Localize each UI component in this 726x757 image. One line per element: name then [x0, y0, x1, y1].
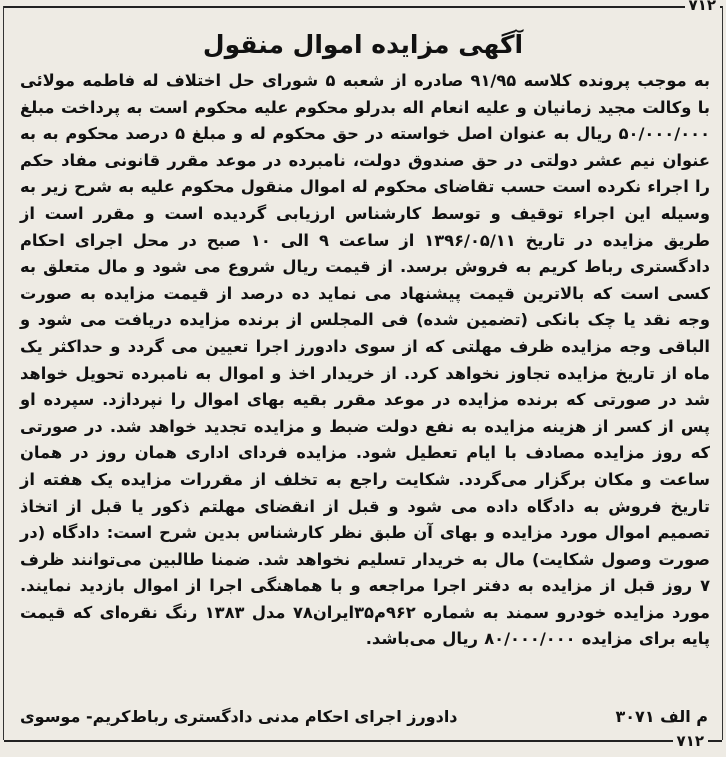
footer-signature: دادورز اجرای احکام مدنی دادگستری رباط‌کریم- موسوی: [20, 707, 458, 726]
notice-title: آگهی مزایده اموال منقول: [202, 30, 524, 59]
footer-reference-number: م الف ۳۰۷۱: [615, 707, 708, 726]
notice-body: به موجب پرونده کلاسه ۹۱/۹۵ صادره از شعبه ۵ شورای حل اختلاف له فاطمه مولائی با وکالت مجید زمانیان و علیه انعام اله بدرلو محکوم علیه محکوم است به پرداخت مبلغ ۵۰/۰۰۰/۰۰۰ ریال به عنوان اصل خواسته در حق محکوم له و مبلغ ۵ درصد محکوم به به عنوان نیم عشر دولتی در حق صندوق دولت، نامبرده در موعد مقرر قانونی مفاد حکم را اجراء نکرده است حسب تقاضای محکوم له اموال منقول محکوم علیه به شرح زیر به وسیله این اجراء توقیف و توسط کارشناس ارزیابی گردیده است و مقرر است از طریق مزایده در تاریخ ۱۳۹۶/۰۵/۱۱ از ساعت ۹ الی ۱۰ صبح در محل اجرای احکام دادگستری رباط کریم به فروش برسد. از قیمت ریال شروع می شود و مال متعلق به کسی است که بالاترین قیمت پیشنهاد می نماید ده درصد از قیمت مزایده به صورت وجه نقد یا چک بانکی (تضمین شده) فی المجلس از برنده مزایده دریافت می شود و الباقی وجه مزایده ظرف مهلتی که از سوی دادورز اجرا تعیین می گردد و حداکثر یک ماه از تاریخ مزایده تجاوز نخواهد کرد. از خریدار اخذ و اموال به نامبرده تحویل خواهد شد در صورتی که برنده مزایده در موعد مقرر بقیه بهای اموال را نپردازد. سپرده او پس از کسر از هزینه مزایده به نفع دولت ضبط و مزایده تجدید خواهد شد. در صورتی که روز مزایده مصادف با ایام تعطیل شود. مزایده فردای اداری همان روز در همان ساعت و مکان برگزار می‌گردد. شکایت راجع به تخلف از مقررات مزایده یک هفته از تاریخ فروش به دادگاه داده می شود و قبل از انقضای مهلتم ذکور یا قبل از اتخاذ تصمیم اموال مورد مزایده و بهای آن طبق نظر کارشناس بدین شرح است: دادگاه (در صورت وصول شکایت) مال به خریدار تسلیم نخواهد شد. ضمنا طالبین می‌توانند ظرف ۷ روز قبل از مزایده به دفتر اجرا مراجعه و با هماهنگی اجرا از اموال بازدید نمایند. مورد مزایده خودرو سمند به شماره ۹۶۲م۳۵ایران۷۸ مدل ۱۳۸۳ رنگ نقره‌ای که قیمت پایه برای مزایده ۸۰/۰۰۰/۰۰۰ ریال می‌باشد.: [20, 71, 711, 649]
page-code-bottom: ۷۱۲: [673, 733, 708, 749]
bottom-rule: [4, 740, 722, 742]
notice-footer: [20, 704, 708, 730]
page-code-top: ۷۱۲: [685, 0, 720, 13]
